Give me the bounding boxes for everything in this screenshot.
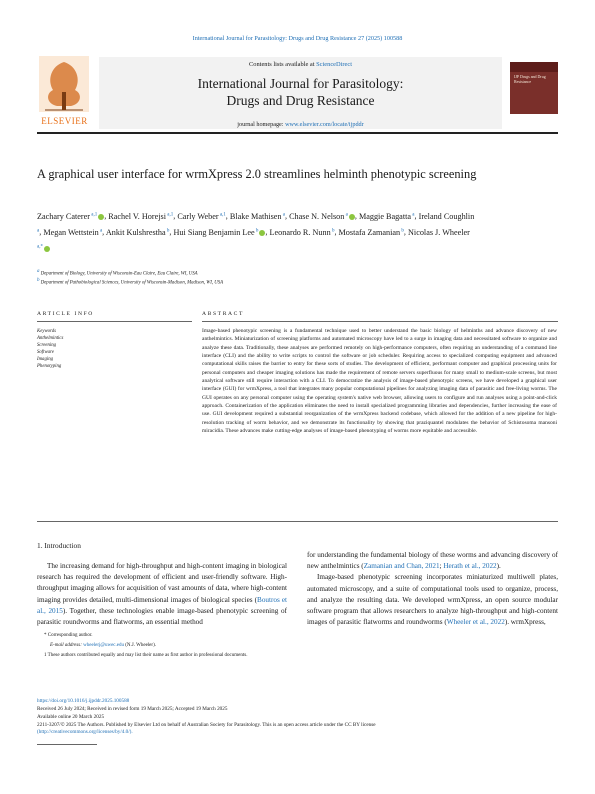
article-info-heading: ARTICLE INFO <box>37 311 94 317</box>
citation-link[interactable]: Boutros et al., 2015 <box>37 595 288 615</box>
citation-link[interactable]: Wheeler et al., 2022 <box>446 618 505 627</box>
abstract-heading: ABSTRACT <box>202 311 245 317</box>
available-online: Available online 20 March 2025 <box>37 714 105 720</box>
affiliation-b-sup: b <box>37 278 40 283</box>
author-affiliation-sup[interactable]: a,* <box>37 244 43 250</box>
homepage-prefix: journal homepage: <box>237 121 286 128</box>
journal-title <box>99 75 502 109</box>
author-affiliation-sup[interactable]: a <box>281 212 285 217</box>
received-dates: Received 26 July 2024; Received in revised form 19 March 2025; Accepted 19 March 2025 <box>37 706 228 712</box>
author-affiliation-sup[interactable]: a <box>411 212 415 217</box>
orcid-icon[interactable] <box>349 214 355 220</box>
email-link[interactable]: wheelerj@uwec.edu <box>83 643 124 648</box>
author-affiliation-sup[interactable]: b <box>400 228 404 234</box>
footnote-equal-contribution: 1 These authors contributed equally and may list their name as first author in professional documents. <box>44 653 248 658</box>
footnote-rule <box>37 744 97 745</box>
author-name: Leonardo R. Nunn <box>269 227 331 237</box>
license-line <box>37 722 558 735</box>
author-name: Nicolas J. Wheeler <box>408 227 470 237</box>
publisher-name: ELSEVIER <box>41 116 88 126</box>
journal-cover-thumbnail[interactable] <box>510 62 558 114</box>
keyword-item: Screening <box>37 343 57 348</box>
doi-text[interactable]: https://doi.org/10.1016/j.ijpddr.2025.100588 <box>37 698 130 704</box>
author-affiliation-sup[interactable]: b <box>165 228 170 234</box>
contents-line <box>99 61 502 68</box>
abstract-text: Image-based phenotypic screening is a fundamental technique used to better understand the basic biology of helminths and advance discovery of new anthelmintics. Miniaturization of screening platforms and automated microscopy have led to a surge in imaging data and necessitated software to organize and analyze these data. Traditionally, these analyses are performed remotely on high-performance computers, often requiring an understanding of a command line interface (CLI) and the ability to write scripts to control the software or job scheduler. Requiring access to specialized computing equipment and advanced computational skills raises the barrier to entry for these sorts of studies. The development of efficient, performant computer and graphical processing units for personal computers and cheaper imaging solutions has made the requirement of remote servers superfluous for many small to medium-scale screens, but most analytical software still require interaction with a CLI. To democratize the analysis of image-based phenotypic screens, we have developed a graphical user interface (GUI) for wrmXpress, a tool that integrates many popular computational pipelines for analyzing imaging data of parasitic and free-living worms. The GUI operates on any personal computer using the operating system's native web browser, allowing users to configure and run analyses using a point-and-click approach. Containerization of the application eliminates the need to install specialized programming libraries and dependencies, further increasing the ease of use. GUI development required a substantial reorganization of the wrmXpress backend codebase, which allowed for the addition of a new pipeline for high-resolution tracking of worm behavior, and we demonstrate its functionality by showing that praziquantel modulates the behavior of Schistosoma mansoni miracidia. These advances make cutting-edge analyses of image-based phenotyping of worms more equitable and accessible. <box>202 328 557 435</box>
citation-link[interactable]: Zamanian and Chan, 2021 <box>363 562 440 571</box>
homepage-line <box>99 121 502 128</box>
affiliation-a <box>37 269 437 277</box>
author-name: Carly Weber <box>177 211 219 221</box>
license-link[interactable]: (http://creativecommons.org/licenses/by/4.0/). <box>37 728 133 735</box>
paper-title: A graphical user interface for wrmXpress 2.0 streamlines helminth phenotypic screening <box>37 167 477 181</box>
author-affiliation-sup[interactable]: a <box>344 212 348 217</box>
intro-paragraph-continued <box>307 550 558 572</box>
keyword-item: Software <box>37 350 54 355</box>
footnote-email <box>50 643 156 648</box>
intro-paragraph-1 <box>37 561 287 628</box>
abstract-bottom-rule <box>37 521 558 522</box>
author-affiliation-sup[interactable]: a,1 <box>89 212 98 217</box>
footnote-corresponding: * Corresponding author. <box>44 633 93 638</box>
abstract-rule <box>202 321 558 322</box>
citation-link[interactable]: Herath et al., 2022 <box>443 562 497 571</box>
affiliation-b-text: Department of Pathobiological Sciences, University of Wisconsin-Madison, Madison, WI, USA <box>40 280 224 286</box>
keywords-heading: Keywords <box>37 329 57 334</box>
author[interactable] <box>230 212 285 221</box>
author-name: Ankit Kulshrestha <box>105 227 166 237</box>
author-name: Maggie Bagatta <box>358 211 412 221</box>
keyword-item: Phenotyping <box>37 364 62 369</box>
intro-right-column <box>307 550 558 628</box>
journal-title-line-1: International Journal for Parasitology: <box>197 76 404 91</box>
contents-prefix: Contents lists available at <box>249 61 317 68</box>
cover-band <box>510 62 558 72</box>
intro-p1-text: The increasing demand for high-throughput and high-content imaging in biological research has required the development of efficient and user-friendly software. High-throughput imaging allows for acquisition of vast amounts of data, where high-content imaging provides detailed, multi-dimensional images of biological species ( <box>37 562 287 604</box>
author[interactable] <box>270 228 335 237</box>
author[interactable] <box>37 212 104 221</box>
article-info-rule <box>37 321 192 322</box>
author[interactable] <box>108 212 173 221</box>
author-affiliation-sup[interactable]: a,1 <box>165 212 174 217</box>
intro-left-column <box>37 561 287 628</box>
journal-citation-line[interactable]: International Journal for Parasitology: Drugs and Drug Resistance 27 (2025) 100588 <box>192 35 403 42</box>
author[interactable] <box>43 228 102 237</box>
author-name: Blake Mathisen <box>229 211 282 221</box>
intro-p2-text: Image-based phenotypic screening incorporates miniaturized multiwell plates, automated microscopy, and a suite of computational tools used to organize, process, and analyze the resulting data. We developed wrmXpress, an open source modular software program that allows researchers to analyze high-throughput and high-content images of parasitic flatworms and roundworms ( <box>307 573 558 627</box>
journal-title-line-2: Drugs and Drug Resistance <box>226 93 375 108</box>
author[interactable] <box>106 228 170 237</box>
sciencedirect-link[interactable]: ScienceDirect <box>316 61 352 68</box>
author[interactable] <box>359 212 415 221</box>
intro-p0-tail: ). <box>496 562 501 571</box>
author-affiliation-sup[interactable]: a <box>37 228 40 234</box>
citation-separator: ; <box>439 562 444 571</box>
intro-paragraph-2 <box>307 572 558 628</box>
license-text: 2211-3207/© 2025 The Authors. Published by Elsevier Ltd on behalf of Australian Society for Parasitology. This is an open access article under the CC BY license <box>37 722 376 728</box>
section-heading-introduction: 1. Introduction <box>37 541 81 550</box>
homepage-link[interactable]: www.elsevier.com/locate/ijpddr <box>285 121 364 128</box>
elsevier-logo <box>37 52 92 130</box>
author[interactable] <box>339 228 404 237</box>
intro-p1-tail: ). Together, these technologies enable image-based phenotypic screening of parasitic roundworms and flatworms, an essential method <box>37 606 287 627</box>
affiliation-b <box>37 278 437 286</box>
author-name: Ireland Coughlin <box>418 211 475 221</box>
author-affiliation-sup[interactable]: b <box>254 228 259 234</box>
email-tail: (N.J. Wheeler). <box>124 643 156 648</box>
author[interactable] <box>177 212 225 221</box>
keyword-item: Anthelmintics <box>37 336 64 341</box>
author-name: Chase N. Nelson <box>289 211 345 221</box>
intro-p0-text: for understanding the fundamental biology of these worms and advancing discovery of new anthelmintics ( <box>307 551 558 571</box>
author[interactable] <box>173 228 265 237</box>
intro-p2-tail: ). wrmXpress, <box>504 618 546 627</box>
orcid-icon[interactable] <box>44 246 50 252</box>
author-list: Zachary Caterer $^{a,1}$ , Rachel V. Horejsi $^{a,1}$, Carly Weber $^{a,1}$, Blake Mathisen $^a$, Chase N. Nelson $^a$ , Maggie Bagatta $^a$, Ireland Coughlin $^a$, Megan Wettstein $^a$, Ankit Kulshrestha $^b$, Hui Siang Benjamin Lee $^b$ , Leonardo R. Nunn $^b$, Mostafa Zamanian $^b$, Nicolas J. Wheeler $^{a,*}$ <box>37 209 477 255</box>
author-name: Mostafa Zamanian <box>338 227 401 237</box>
keyword-item: Imaging <box>37 357 53 362</box>
author-name: Rachel V. Horejsi <box>108 211 166 221</box>
email-label: E-mail address: <box>50 643 84 648</box>
cover-title: IJP Drugs and Drug Resistance <box>514 74 546 84</box>
orcid-icon[interactable] <box>259 230 265 236</box>
author-name: Hui Siang Benjamin Lee <box>173 227 255 237</box>
author-name: Megan Wettstein <box>43 227 99 237</box>
header-rule <box>37 132 558 134</box>
author-affiliation-sup[interactable]: a <box>98 228 103 234</box>
affiliation-a-text: Department of Biology, University of Wisconsin-Eau Claire, Eau Claire, WI, USA <box>40 271 198 277</box>
doi-link[interactable] <box>37 698 558 705</box>
author[interactable] <box>289 212 355 221</box>
author-affiliation-sup[interactable]: b <box>330 228 335 234</box>
author-name: Zachary Caterer <box>37 211 90 221</box>
affiliation-a-sup: a <box>37 269 40 274</box>
orcid-icon[interactable] <box>98 214 104 220</box>
author-affiliation-sup[interactable]: a,1 <box>218 212 226 217</box>
